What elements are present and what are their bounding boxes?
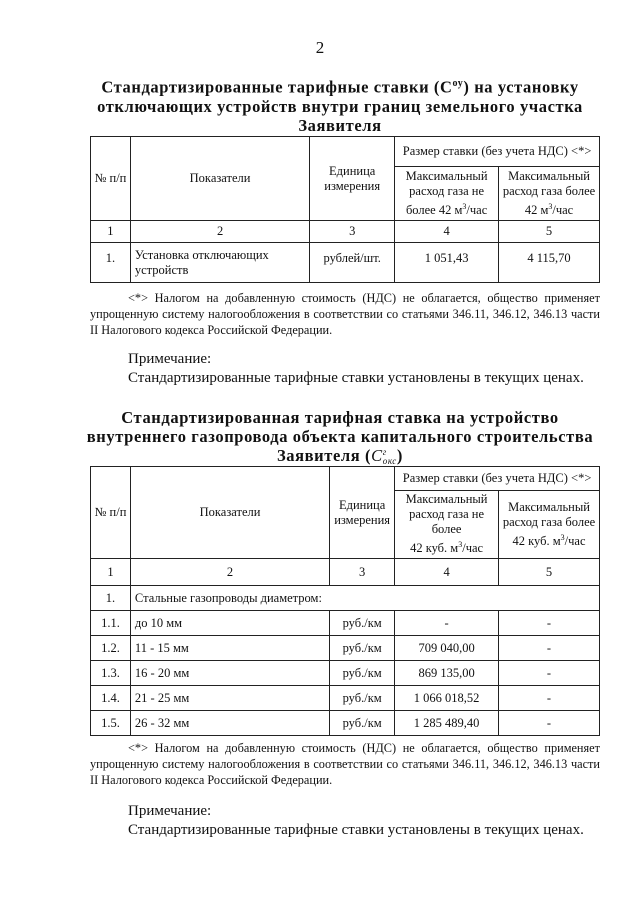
title-sup: оу	[452, 78, 464, 89]
header-unit: Единица измерения	[310, 137, 395, 221]
note-2	[128, 802, 584, 840]
row-name: до 10 мм	[130, 611, 329, 636]
row-value-2: -	[499, 636, 600, 661]
table-group-row	[91, 586, 600, 611]
row-num: 1.3.	[91, 661, 131, 686]
row-value-1: 1 051,43	[395, 243, 499, 283]
header-col5-text: Максимальный расход газа более	[502, 499, 596, 529]
tariff-table-2	[90, 466, 600, 736]
footnote-1	[90, 290, 600, 338]
footnote-2-text: <*> Налогом на добавленную стоимость (НДС) не облагается, общество применяет упрощенную систему налогообложения в соответствии со статьями 346.11, 346.12, 346.13 части II Налогового кодекса Российской Федерации.	[90, 741, 600, 787]
section1-title-line1	[60, 74, 620, 97]
header-col5-unit: /час	[564, 534, 586, 549]
row-value-2: -	[499, 686, 600, 711]
section2-title	[60, 408, 620, 466]
col-number-4: 4	[395, 559, 499, 586]
header-indicators: Показатели	[130, 467, 329, 559]
col-number-4: 4	[395, 221, 499, 243]
header-col4-unit: /час	[462, 541, 484, 556]
row-name: 16 - 20 мм	[130, 661, 329, 686]
sup-3: 3	[458, 540, 463, 550]
note-1-text: Стандартизированные тарифные ставки установлены в текущих ценах.	[128, 370, 584, 386]
row-unit: руб./км	[330, 636, 395, 661]
header-col5	[499, 167, 600, 221]
header-num: № п/п	[91, 137, 131, 221]
title-text-end: )	[396, 446, 404, 465]
header-col4-amount: 42 куб. м	[410, 541, 459, 556]
row-num: 1.5.	[91, 711, 131, 736]
header-col4-unit: /час	[466, 203, 488, 218]
row-name: 21 - 25 мм	[130, 686, 329, 711]
row-num: 1.	[91, 243, 131, 283]
note-2-text: Стандартизированные тарифные ставки установлены в текущих ценах.	[128, 822, 584, 838]
sup-3: 3	[548, 201, 553, 211]
title-sup: г	[382, 447, 387, 458]
header-col5-amount: 42 куб. м	[512, 534, 561, 549]
header-col4	[395, 491, 499, 559]
col-number-1: 1	[91, 221, 131, 243]
section1-title-line2: отключающих устройств внутри границ земельного участка	[97, 96, 583, 116]
sup-3: 3	[560, 532, 565, 542]
row-num: 1.2.	[91, 636, 131, 661]
table-row	[91, 243, 600, 283]
table-row	[91, 661, 600, 686]
table-row	[91, 611, 600, 636]
row-name: 26 - 32 мм	[130, 711, 329, 736]
header-col5	[499, 491, 600, 559]
row-name: 11 - 15 мм	[130, 636, 329, 661]
row-value-1: 1 066 018,52	[395, 686, 499, 711]
header-rate-group: Размер ставки (без учета НДС) <*>	[395, 467, 600, 491]
section2-title-line1: Стандартизированная тарифная ставка на устройство	[121, 408, 559, 427]
row-value-2: -	[499, 611, 600, 636]
row-value-1: 709 040,00	[395, 636, 499, 661]
header-col5-unit: /час	[552, 203, 574, 218]
row-value-1: 1 285 489,40	[395, 711, 499, 736]
row-value-2: -	[499, 661, 600, 686]
row-value-1: -	[395, 611, 499, 636]
header-unit: Единица измерения	[330, 467, 395, 559]
group-row-num: 1.	[91, 586, 131, 611]
page-number: 2	[315, 38, 325, 57]
col-number-2: 2	[130, 221, 309, 243]
section2-title-line3	[60, 446, 620, 466]
section1-title	[60, 74, 620, 135]
col-number-5: 5	[499, 221, 600, 243]
row-unit: руб./км	[330, 661, 395, 686]
footnote-1-text: <*> Налогом на добавленную стоимость (НДС) не облагается, общество применяет упрощенную систему налогообложения в соответствии со статьями 346.11, 346.12, 346.13 части II Налогового кодекса Российской Федерации.	[90, 291, 600, 337]
header-num: № п/п	[91, 467, 131, 559]
row-unit: руб./км	[330, 686, 395, 711]
title-c: С	[371, 446, 383, 465]
tariff-table-1	[90, 136, 600, 283]
table-row	[91, 686, 600, 711]
group-row-name: Стальные газопроводы диаметром:	[130, 586, 599, 611]
header-col4-text: Максимальный расход газа не более 42 м	[405, 168, 488, 218]
table-row	[91, 711, 600, 736]
note-1-label: Примечание:	[128, 351, 212, 367]
row-value-2: -	[499, 711, 600, 736]
section2-title-line2: внутреннего газопровода объекта капитального строительства	[86, 427, 594, 446]
row-unit: руб./км	[330, 711, 395, 736]
row-unit: руб./км	[330, 611, 395, 636]
row-num: 1.1.	[91, 611, 131, 636]
header-indicators: Показатели	[130, 137, 309, 221]
note-1	[128, 350, 584, 388]
title-text: Заявителя (	[276, 446, 372, 465]
row-name: Установка отключающих устройств	[130, 243, 309, 283]
row-value-1: 869 135,00	[395, 661, 499, 686]
table-row	[91, 636, 600, 661]
header-col4-text: Максимальный расход газа не более	[405, 492, 488, 537]
title-text: Стандартизированные тарифные ставки (С	[101, 77, 453, 97]
col-number-3: 3	[330, 559, 395, 586]
title-text-end: ) на установку	[463, 77, 579, 97]
footnote-2	[90, 740, 600, 788]
header-col5-text: Максимальный расход газа более 42 м	[502, 168, 596, 218]
row-value-2: 4 115,70	[499, 243, 600, 283]
title-sub: окс	[382, 456, 397, 467]
row-unit: рублей/шт.	[310, 243, 395, 283]
sup-3: 3	[462, 201, 467, 211]
header-col4	[395, 167, 499, 221]
col-number-3: 3	[310, 221, 395, 243]
col-number-5: 5	[499, 559, 600, 586]
col-number-2: 2	[130, 559, 329, 586]
section1-title-line3: Заявителя	[298, 115, 382, 135]
note-2-label: Примечание:	[128, 803, 212, 819]
col-number-1: 1	[91, 559, 131, 586]
header-rate-group: Размер ставки (без учета НДС) <*>	[395, 137, 600, 167]
row-num: 1.4.	[91, 686, 131, 711]
